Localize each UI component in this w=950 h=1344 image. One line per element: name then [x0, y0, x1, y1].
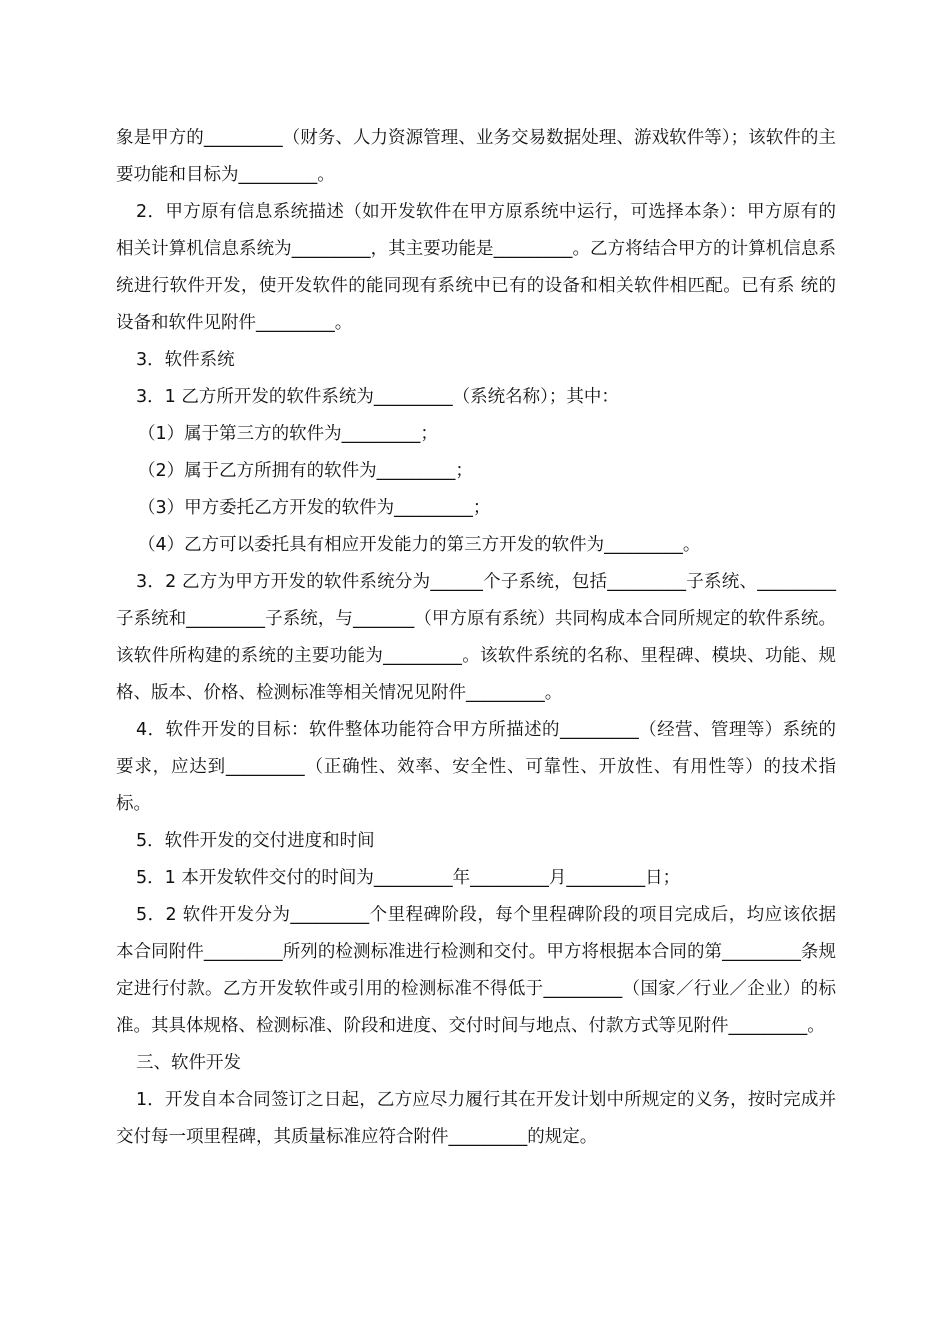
heading-software-system: 3．软件系统	[136, 350, 235, 370]
list-item-party-b-owned: （2）属于乙方所拥有的软件为_________；	[138, 461, 473, 481]
list-item-commissioned: （3）甲方委托乙方开发的软件为_________；	[138, 498, 491, 518]
list-item-subcontracted: （4）乙方可以委托具有相应开发能力的第三方开发的软件为_________。	[138, 535, 701, 555]
paragraph-subsystems: 3．2 乙方为甲方开发的软件系统分为______个子系统，包括_________子系统、_________子系统和_________子系统，与_______（甲方原有系统）共同构成本合同所规定的软件系统。该软件所构建的系统的主要功能为_________。该软件系统的名称、里程碑、模块、功能、规格、版本、价格、检测标准等相关情况见附件_________。	[116, 572, 836, 703]
document-body	[116, 120, 836, 1156]
heading-software-development: 三、软件开发	[136, 1053, 241, 1073]
paragraph-delivery-date: 5．1 本开发软件交付的时间为_________年_________月_________日；	[136, 868, 681, 888]
paragraph-system-name: 3．1 乙方所开发的软件系统为_________（系统名称）；其中：	[136, 387, 619, 407]
paragraph-software-object: 象是甲方的_________（财务、人力资源管理、业务交易数据处理、游戏软件等）；该软件的主要功能和目标为_________。	[116, 128, 836, 185]
list-item-third-party: （1）属于第三方的软件为_________；	[138, 424, 438, 444]
heading-delivery-schedule: 5．软件开发的交付进度和时间	[136, 831, 375, 851]
paragraph-development-start: 1．开发自本合同签订之日起，乙方应尽力履行其在开发计划中所规定的义务，按时完成并交付每一项里程碑，其质量标准应符合附件_________的规定。	[116, 1090, 836, 1147]
paragraph-development-goal: 4．软件开发的目标：软件整体功能符合甲方所描述的_________（经营、管理等）系统的要求，应达到_________（正确性、效率、安全性、可靠性、开放性、有用性等）的技术指标。	[116, 720, 836, 814]
paragraph-milestones: 5．2 软件开发分为_________个里程碑阶段，每个里程碑阶段的项目完成后，均应该依据本合同附件_________所列的检测标准进行检测和交付。甲方将根据本合同的第_________条规定进行付款。乙方开发软件或引用的检测标准不得低于_________（国家／行业／企业）的标准。其具体规格、检测标准、阶段和进度、交付时间与地点、付款方式等见附件_________。	[116, 905, 836, 1036]
paragraph-original-system: 2．甲方原有信息系统描述（如开发软件在甲方原系统中运行，可选择本条）：甲方原有的相关计算机信息系统为_________，其主要功能是_________。乙方将结合甲方的计算机信息系统进行软件开发，使开发软件的能同现有系统中已有的设备和相关软件相匹配。已有系 统的设备和软件见附件_________。	[116, 202, 836, 333]
